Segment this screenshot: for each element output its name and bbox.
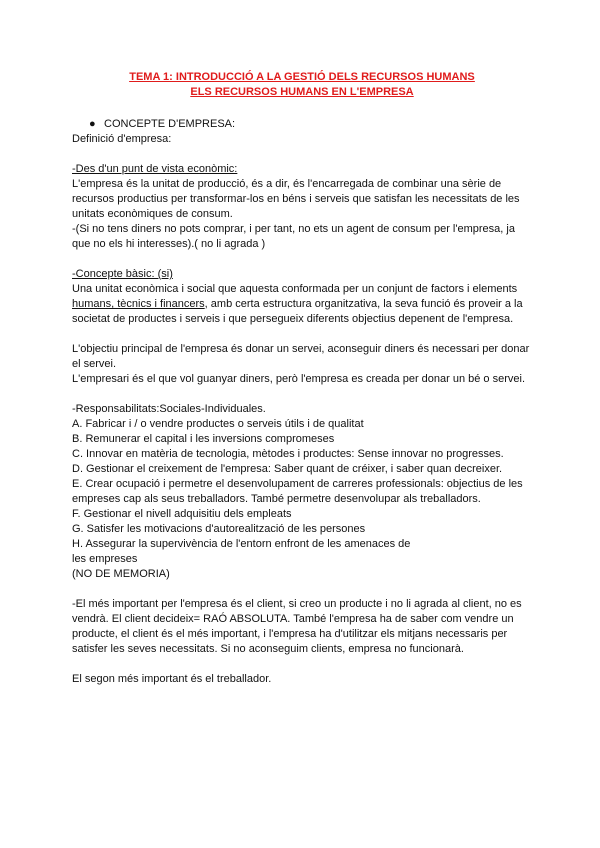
objective-line-1: L'objectiu principal de l'empresa és donar un servei, aconseguir diners és necessari per donar el servei.: [72, 343, 530, 370]
responsibilities-heading: -Responsabilitats:Sociales-Individuales.: [72, 403, 266, 415]
basic-heading: -Concepte bàsic: (si): [72, 268, 173, 280]
basic-body-pre: Una unitat econòmica i social que aquesta conformada per un conjunt de factors i elements: [72, 283, 518, 295]
responsibility-item: A. Fabricar i / o vendre productes o serveis útils i de qualitat: [72, 418, 364, 430]
responsibilities-note: (NO DE MEMORIA): [72, 568, 170, 580]
responsibility-item: E. Crear ocupació i permetre el desenvolupament de carreres professionals: objectius de les empreses cap als seus treballadors. També permetre desenvolupar als treballadors.: [72, 478, 523, 505]
basic-body-underlined: humans, tècnics i financers: [72, 298, 205, 310]
economic-body: L'empresa és la unitat de producció, és a dir, és l'encarregada de combinar una sèrie de recursos productius per transformar-los en béns i serveis que satisfan les necessitats de les unitats econòmiques de consum.: [72, 178, 520, 220]
responsibility-item: D. Gestionar el creixement de l'empresa: Saber quant de créixer, i saber quan decreixer.: [72, 463, 503, 475]
economic-heading: -Des d'un punt de vista econòmic:: [72, 163, 238, 175]
responsibility-item: C. Innovar en matèria de tecnologia, mètodes i productes: Sense innovar no progresses.: [72, 448, 504, 460]
bullet-text: CONCEPTE D'EMPRESA:: [104, 118, 236, 130]
responsibility-item: F. Gestionar el nivell adquisitiu dels empleats: [72, 508, 292, 520]
objective-line-2: L'empresari és el que vol guanyar diners, però l'empresa es creada per donar un bé o servei.: [72, 373, 526, 385]
basic-body-post: , amb certa estructura organitzativa, la seva funció és proveir a la societat de productes i serveis i que persegueix diferents objectius depenent de l'empresa.: [72, 298, 523, 325]
responsibility-item: G. Satisfer les motivacions d'autorealització de les persones: [72, 523, 366, 535]
document-title: [72, 70, 532, 100]
worker-paragraph: El segon més important és el treballador.: [72, 673, 272, 685]
basic-body: [72, 282, 532, 327]
title-line-2: ELS RECURSOS HUMANS EN L'EMPRESA: [190, 86, 414, 98]
bullet-dot-icon: ●: [89, 118, 96, 130]
client-paragraph: -El més important per l'empresa és el client, si creo un producte i no li agrada al client, no es vendrà. El client decideix= RAÓ ABSOLUTA. També l'empresa ha de saber com vendre un producte, el client és el més important, i l'empresa ha d'utilitzar els mitjans necessaris per satisfer les seves necessitats. Si no aconseguim clients, empresa no funcionarà.: [72, 598, 522, 655]
economic-note: -(Si no tens diners no pots comprar, i per tant, no ets un agent de consum per l'empresa, ja que no els hi interesses).( no li agrada ): [72, 223, 515, 250]
document-page: [72, 70, 532, 687]
responsibility-item: B. Remunerar el capital i les inversions compromeses: [72, 433, 335, 445]
bullet-item: [72, 117, 532, 132]
definition-label: Definició d'empresa:: [72, 133, 172, 145]
title-line-1: TEMA 1: INTRODUCCIÓ A LA GESTIÓ DELS RECURSOS HUMANS: [129, 71, 475, 83]
responsibility-item: H. Assegurar la supervivència de l'entorn enfront de les amenaces de les empreses: [72, 538, 411, 565]
